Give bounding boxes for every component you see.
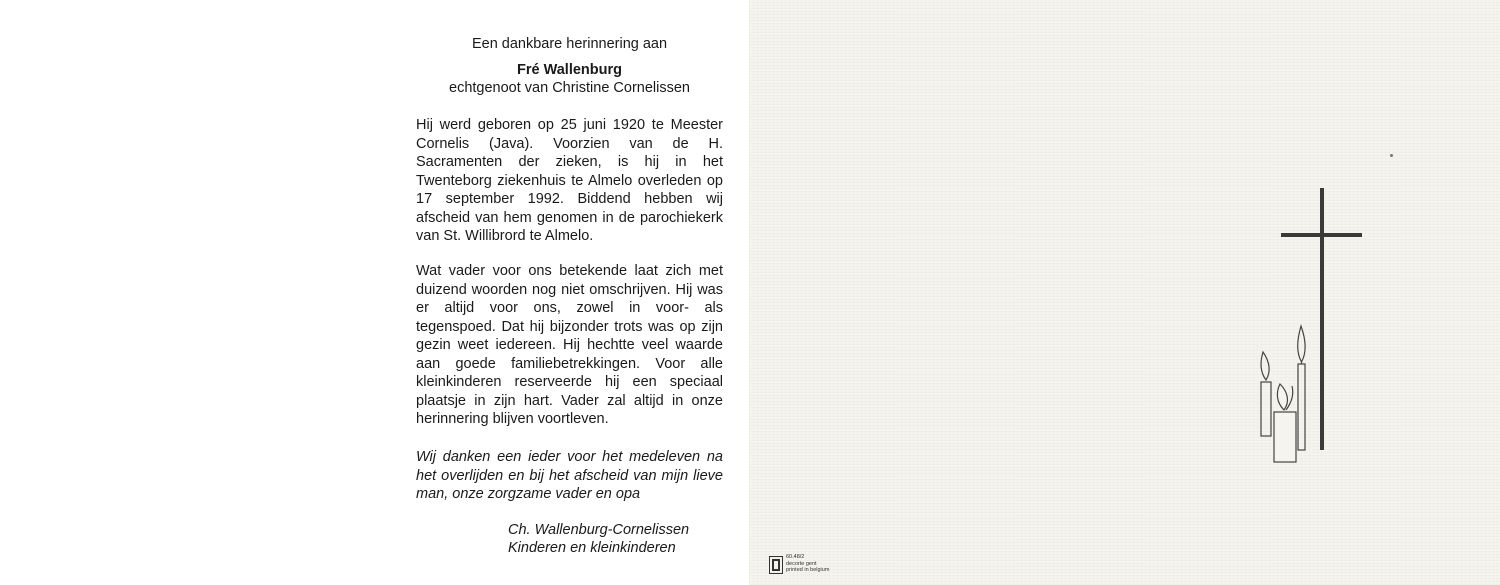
spouse-line: echtgenoot van Christine Cornelissen: [449, 80, 690, 96]
deceased-name: Fré Wallenburg: [517, 62, 622, 78]
front-candle-icon: [1274, 384, 1296, 462]
publisher-logo-icon: [769, 556, 783, 574]
publisher-mark: [769, 554, 849, 580]
cross-icon: [1281, 188, 1362, 450]
cross-and-candles-icon: [1240, 180, 1380, 480]
left-candle-icon: [1261, 352, 1271, 436]
tribute-paragraph: Wat vader voor ons betekende laat zich met duizend woorden nog niet omschrijven. Hij was er altijd voor ons, zowel in voor- als tegenspoed. Dat hij bijzonder trots was op zijn gezin weet iedereen. Hij hechtte veel waarde aan goede familiebetrekkingen. Voor alle kleinkinderen reserveerde hij een speciaal plaatsje in zijn hart. Vader zal altijd in onze herinnering blijven voortleven.: [416, 263, 723, 427]
tall-candle-icon: [1298, 326, 1306, 450]
biography-paragraph: Hij werd geboren op 25 juni 1920 te Meester Cornelis (Java). Voorzien van de H. Sacramenten der zieken, is hij in het Twenteborg ziekenhuis te Almelo overleden op 17 september 1992. Biddend hebben wij afscheid van hem genomen in de parochiekerk van St. Willibrord te Almelo.: [416, 117, 723, 244]
paper-speck: [1390, 154, 1393, 157]
publisher-printed: printed in belgium: [786, 567, 830, 573]
thanks-paragraph: Wij danken een ieder voor het medeleven na het overlijden en bij het afscheid van mijn lieve man, onze zorgzame vader en opa: [416, 449, 723, 502]
signature-widow: Ch. Wallenburg-Cornelissen: [508, 522, 690, 538]
text-panel: [0, 0, 749, 585]
publisher-name: decorte gent: [786, 560, 817, 567]
publisher-code: 60.48/2: [786, 554, 805, 560]
artwork-panel: [749, 0, 1500, 585]
publisher-text: [786, 554, 829, 574]
signature-family: Kinderen en kleinkinderen: [508, 540, 676, 556]
intro-line: Een dankbare herinnering aan: [471, 36, 668, 52]
